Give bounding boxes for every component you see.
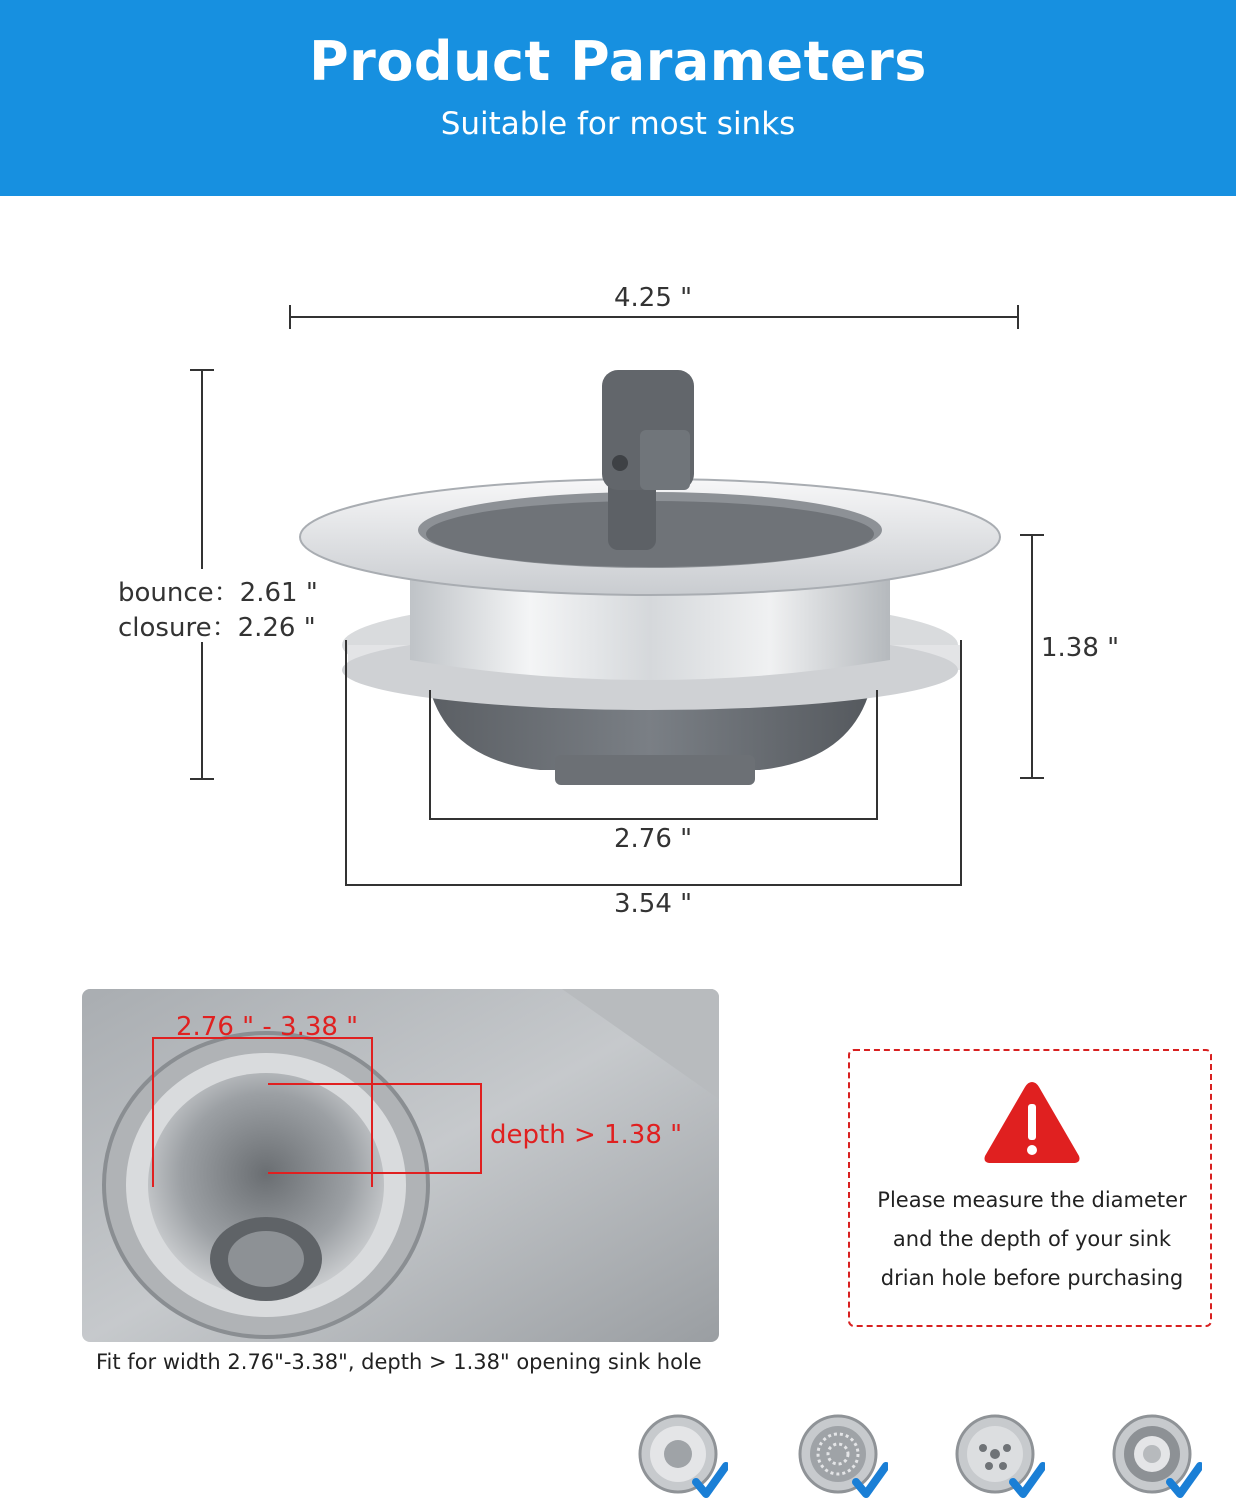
top-width-tick-right [1017,305,1019,329]
page-subtitle: Suitable for most sinks [440,106,796,142]
flange-width-label: 3.54 " [614,889,693,919]
diameter-side-left [152,1037,154,1187]
height-bounce-label: bounce：2.61 " [118,578,318,608]
warning-box [848,1049,1212,1327]
page-title: Product Parameters [309,30,927,93]
basket-width-side-left [429,690,431,820]
diameter-label: 2.76 " - 3.38 " [176,1012,359,1042]
diameter-side-right [371,1037,373,1187]
warning-line-1: Please measure the diameter [877,1188,1187,1212]
flange-width-line [345,884,962,886]
body-height-line [1031,534,1033,778]
body-height-tick-bottom [1020,777,1044,779]
basket-width-side-right [876,690,878,820]
top-width-tick-left [289,305,291,329]
height-line-lower [201,642,203,779]
sink-plain-check-icon [638,1410,728,1500]
height-closure-label: closure：2.26 " [118,613,316,643]
sink-stopper-product-image [290,360,1020,800]
warning-triangle-icon [982,1078,1082,1166]
depth-line-top [268,1083,482,1085]
photo-caption: Fit for width 2.76"-3.38", depth > 1.38" opening sink hole [96,1350,702,1374]
warning-text [850,1181,1214,1298]
sink-ring-check-icon [1112,1410,1202,1500]
basket-width-line [429,818,878,820]
body-height-label: 1.38 " [1041,633,1120,663]
basket-width-label: 2.76 " [614,824,693,854]
header-banner [0,0,1236,196]
flange-width-side-right [960,640,962,886]
depth-side [480,1083,482,1174]
top-width-label: 4.25 " [614,283,693,313]
sink-holes-check-icon [955,1410,1045,1500]
flange-width-side-left [345,640,347,886]
warning-line-3: drian hole before purchasing [880,1266,1184,1290]
sink-strainer-check-icon [798,1410,888,1500]
warning-line-2: and the depth of your sink [892,1227,1172,1251]
height-tick-bottom [190,778,214,780]
depth-label: depth > 1.38 " [490,1120,683,1150]
depth-line-bottom [268,1172,482,1174]
top-width-line [289,316,1019,318]
height-line-upper [201,369,203,569]
